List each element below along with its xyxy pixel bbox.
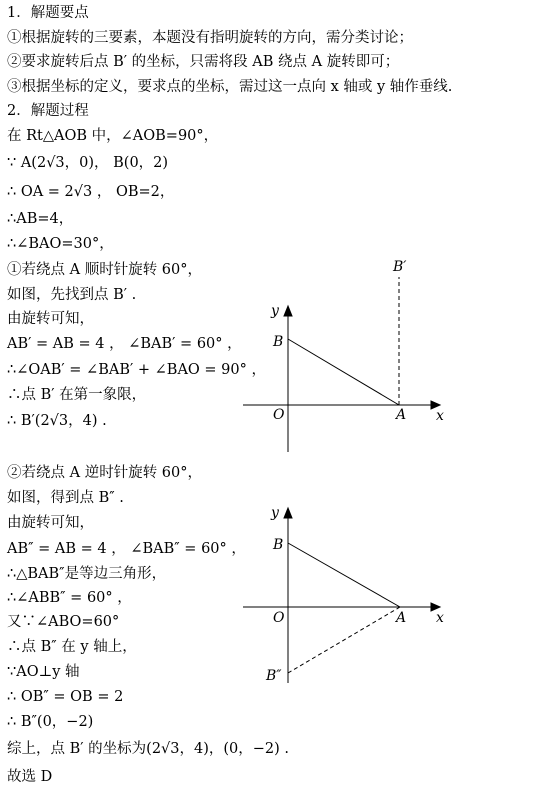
step-line: ∵AO⊥y 轴 bbox=[7, 664, 80, 680]
key-point-2: ②要求旋转后点 B′ 的坐标，只需将段 AB 绕点 A 旋转即可； bbox=[7, 54, 400, 70]
step-line: ∴ B″(0，−2) bbox=[7, 714, 94, 730]
step-line: ∴ OB″ = OB = 2 bbox=[7, 689, 124, 705]
step-line: 在 Rt△AOB 中，∠AOB=90°， bbox=[7, 128, 219, 144]
step-line: ∴∠OAB′ = ∠BAB′ + ∠BAO = 90° ， bbox=[7, 362, 266, 378]
point-b-prime-label: B′ bbox=[393, 259, 407, 275]
step-line: 由旋转可知， bbox=[7, 515, 94, 531]
origin-label: O bbox=[273, 407, 285, 423]
step-line: 如图，先找到点 B′ . bbox=[7, 287, 137, 303]
point-b-label: B bbox=[273, 334, 284, 350]
step-line: ∵ A(2√3，0)， B(0，2) bbox=[7, 155, 169, 171]
origin-label: O bbox=[273, 610, 285, 626]
y-axis-label: y bbox=[271, 303, 279, 319]
step-line: AB′ = AB = 4 ， ∠BAB′ = 60° ， bbox=[7, 336, 242, 352]
point-a-label: A bbox=[396, 610, 407, 626]
x-axis-label: x bbox=[436, 408, 444, 424]
y-axis-label: y bbox=[271, 505, 279, 521]
step-line: ∴ B′(2√3，4) . bbox=[7, 413, 107, 429]
case-1-heading: ①若绕点 A 顺时针旋转 60°， bbox=[7, 262, 202, 278]
step-line: ∴AB=4， bbox=[7, 211, 74, 227]
segment-ab-double-prime bbox=[288, 607, 400, 673]
step-line: ∴点 B″ 在 y 轴上， bbox=[7, 639, 137, 655]
section-heading-process: 2．解题过程 bbox=[7, 103, 89, 119]
step-line: 如图，得到点 B″ . bbox=[7, 490, 124, 506]
point-b-label: B bbox=[273, 537, 284, 553]
step-line: 由旋转可知， bbox=[7, 311, 94, 327]
x-axis-label: x bbox=[436, 610, 444, 626]
step-line: ∴∠ABB″ = 60° ， bbox=[7, 590, 132, 606]
section-heading-key-points: 1．解题要点 bbox=[7, 5, 89, 21]
step-line: 又∵∠ABO=60° bbox=[7, 614, 120, 630]
case-2-heading: ②若绕点 A 逆时针旋转 60°， bbox=[7, 465, 202, 481]
answer-line: 故选 D bbox=[7, 769, 53, 785]
step-line: ∴ OA = 2√3 ， OB=2， bbox=[7, 184, 175, 200]
key-point-3: ③根据坐标的定义，要求点的坐标，需过这一点向 x 轴或 y 轴作垂线. bbox=[7, 79, 453, 95]
step-line: ∴点 B′ 在第一象限， bbox=[7, 387, 147, 403]
step-line: ∴∠BAO=30°， bbox=[7, 236, 114, 252]
segment-ab bbox=[288, 543, 400, 607]
point-a-label: A bbox=[396, 407, 407, 423]
step-line: ∴△BAB″是等边三角形， bbox=[7, 566, 167, 582]
point-b-double-prime-label: B″ bbox=[266, 668, 282, 684]
conclusion-line: 综上，点 B′ 的坐标为(2√3，4)，(0，−2) . bbox=[7, 741, 290, 757]
key-point-1: ①根据旋转的三要素，本题没有指明旋转的方向，需分类讨论； bbox=[7, 30, 413, 46]
step-line: AB″ = AB = 4 ， ∠BAB″ = 60° ， bbox=[7, 541, 246, 557]
y-axis-arrow bbox=[284, 508, 292, 518]
